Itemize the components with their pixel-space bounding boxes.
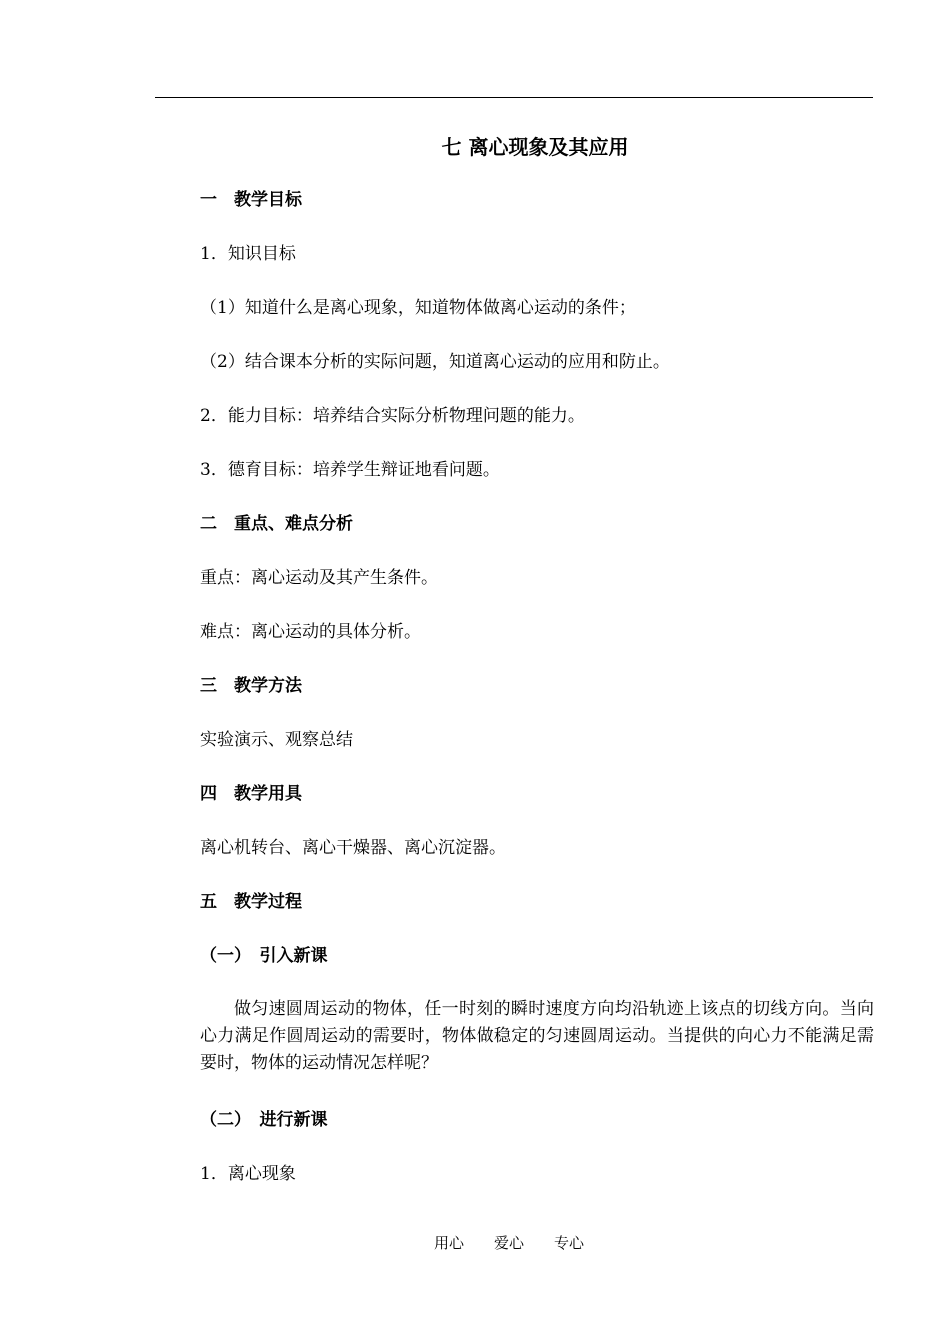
difficult-point: 难点：离心运动的具体分析。 [200, 622, 421, 642]
section-heading-key-points: 二 重点、难点分析 [200, 514, 353, 534]
objective-ability: 2．能力目标：培养结合实际分析物理问题的能力。 [200, 406, 585, 426]
introduction-paragraph: 做匀速圆周运动的物体，任一时刻的瞬时速度方向均沿轨迹上该点的切线方向。当向心力满足作圆周运动的需要时，物体做稳定的匀速圆周运动。当提供的向心力不能满足需要时，物体的运动情况怎样呢？ [200, 999, 874, 1073]
tools-text: 离心机转台、离心干燥器、离心沉淀器。 [200, 838, 506, 858]
key-point: 重点：离心运动及其产生条件。 [200, 568, 438, 588]
section-heading-tools: 四 教学用具 [200, 784, 302, 804]
methods-text: 实验演示、观察总结 [200, 730, 353, 750]
section-heading-objectives: 一 教学目标 [200, 190, 302, 210]
document-title: 七 离心现象及其应用 [441, 135, 629, 159]
header-rule [155, 97, 873, 98]
page-footer: 用心 爱心 专心 [434, 1234, 585, 1252]
section-heading-process: 五 教学过程 [200, 892, 302, 912]
objective-moral: 3．德育目标：培养学生辩证地看问题。 [200, 460, 500, 480]
subsection-new-lesson: （二） 进行新课 [200, 1110, 328, 1130]
section-heading-methods: 三 教学方法 [200, 676, 302, 696]
item-centrifugal-phenomenon: 1．离心现象 [200, 1164, 296, 1184]
objective-knowledge-2: （2）结合课本分析的实际问题，知道离心运动的应用和防止。 [200, 352, 670, 372]
objective-knowledge: 1．知识目标 [200, 244, 296, 264]
objective-knowledge-1: （1）知道什么是离心现象，知道物体做离心运动的条件； [200, 298, 636, 318]
subsection-introduction: （一） 引入新课 [200, 946, 328, 966]
